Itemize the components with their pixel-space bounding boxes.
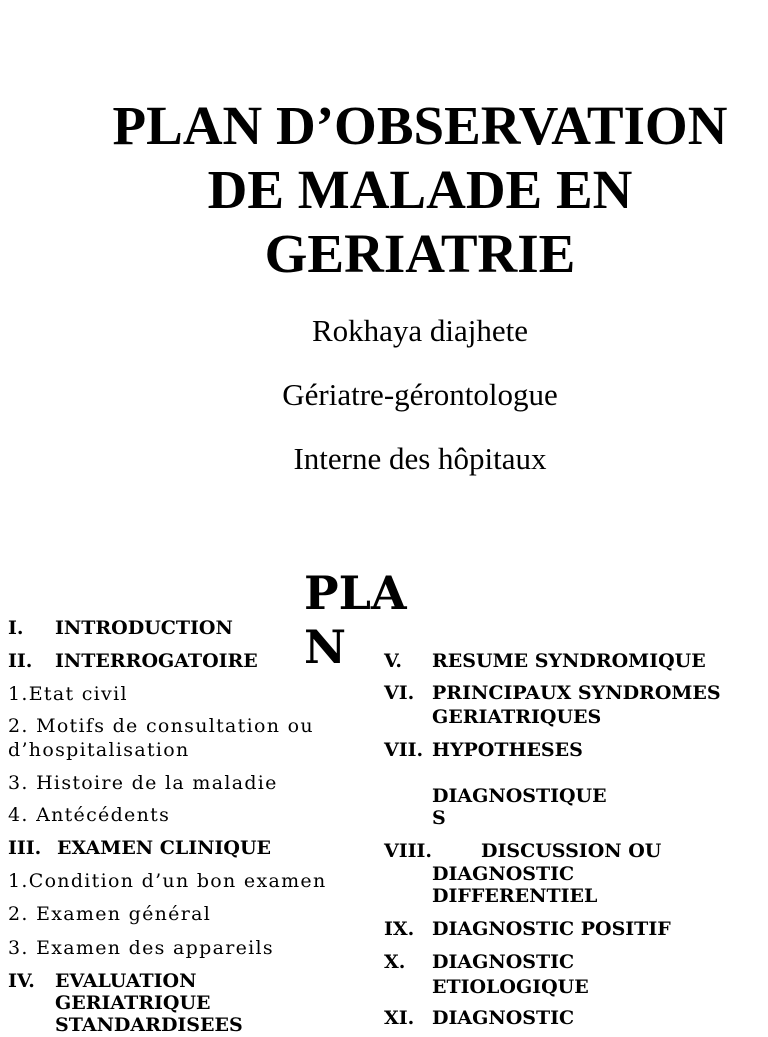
section-number: V.: [384, 650, 403, 672]
section-evaluation-geriatrique: [8, 969, 328, 1036]
section-discussion: [384, 839, 764, 909]
section-label-line: DIFFERENTIEL: [432, 885, 598, 907]
author-position: Interne des hôpitaux: [293, 441, 547, 476]
section-principaux-syndromes: [384, 681, 764, 729]
page-title: PLAN D’OBSERVATION DE MALADE EN GERIATRIE: [112, 95, 728, 284]
list-item: d’hospitalisation: [8, 739, 190, 761]
section-number: IV.: [8, 970, 35, 992]
section-number: IX.: [384, 918, 415, 940]
section-label-line: S: [432, 807, 446, 829]
section-introduction: [8, 616, 308, 640]
list-item: 3. Examen des appareils: [8, 937, 274, 959]
list-item: 1.Condition d’un bon examen: [8, 870, 327, 892]
section-label-line: DIAGNOSTIC: [432, 863, 575, 885]
section-label-line: DIAGNOSTIQUE: [432, 785, 607, 807]
section-diagnostic: [384, 1006, 764, 1030]
section-label: DIAGNOSTIC POSITIF: [432, 918, 671, 940]
section-hypotheses-diagnostiques: [384, 738, 764, 830]
section-interrogatoire: [8, 649, 308, 673]
section-label-line: PRINCIPAUX SYNDROMES: [432, 682, 721, 704]
list-item: 3. Histoire de la maladie: [8, 772, 278, 794]
section-number: I.: [8, 617, 24, 639]
author-name: Rokhaya diajhete: [311, 313, 529, 348]
section-label: RESUME SYNDROMIQUE: [432, 650, 706, 672]
section-diagnostic-positif: [384, 917, 764, 941]
section-label: INTERROGATOIRE: [55, 650, 258, 672]
plan-heading: PLAN: [304, 566, 407, 674]
section-label: DIAGNOSTIC: [432, 1007, 575, 1029]
section-number: X.: [384, 951, 406, 973]
section-diagnostic-etiologique: [384, 950, 764, 998]
section-label-line: DIAGNOSTIC: [432, 951, 575, 973]
section-label: INTRODUCTION: [55, 617, 233, 639]
author-specialty: Gériatre-gérontologue: [282, 377, 558, 412]
section-label-line: HYPOTHESES: [432, 739, 583, 761]
list-item: 2. Examen général: [8, 903, 212, 925]
section-label-line: STANDARDISEES: [55, 1014, 243, 1036]
list-item: 2. Motifs de consultation ou: [8, 715, 314, 737]
section-label-line: EVALUATION: [55, 970, 197, 992]
section-number: VI.: [384, 682, 415, 704]
section-resume-syndromique: [384, 649, 764, 673]
list-item: 1.Etat civil: [8, 683, 128, 705]
section-label-line: GERIATRIQUES: [432, 706, 602, 728]
section-label: EXAMEN CLINIQUE: [57, 837, 272, 859]
section-number: III.: [8, 837, 42, 859]
list-item: 4. Antécédents: [8, 804, 171, 826]
section-examen-clinique: [8, 836, 328, 860]
section-number: VIII.: [384, 840, 433, 862]
section-number: II.: [8, 650, 33, 672]
section-label-line: ETIOLOGIQUE: [432, 976, 589, 998]
section-label-line: GERIATRIQUE: [55, 992, 211, 1014]
section-number: VII.: [384, 739, 424, 761]
section-number: XI.: [384, 1007, 415, 1029]
section-label-line: DISCUSSION OU: [481, 840, 662, 862]
